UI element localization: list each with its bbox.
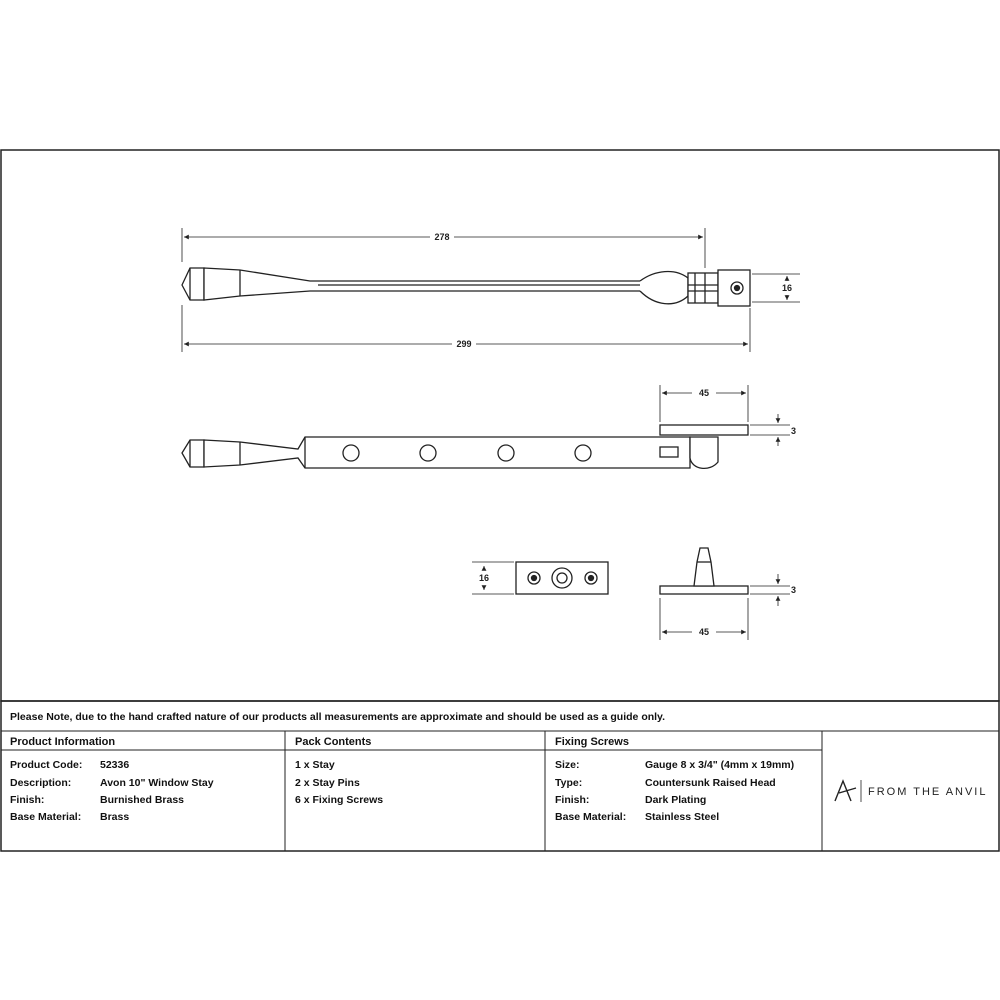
info-table-grid [1,731,999,851]
screw-finish-label: Finish: [555,794,590,806]
stay-top-view [182,268,750,306]
product-code-label: Product Code: [10,759,83,771]
measurement-note: Please Note, due to the hand crafted nature of our products all measurements are approximate and should be used as a guide only. [10,711,666,723]
base-material-value: Brass [100,811,130,823]
screw-size-label: Size: [555,759,580,771]
dim-pin-45-label: 45 [698,627,710,637]
screw-type-value: Countersunk Raised Head [645,777,776,789]
dim-3-label: 3 [791,426,797,436]
screw-material-label: Base Material: [555,811,627,823]
screw-material-value: Stainless Steel [645,811,720,823]
stay-side-view [182,425,748,468]
finish-value: Burnished Brass [100,794,185,806]
finish-label: Finish: [10,794,45,806]
pin-side-view [660,548,748,594]
dim-278-label: 278 [434,232,450,242]
dim-45-label: 45 [698,388,710,398]
dim-299-label: 299 [456,339,472,349]
product-code-value: 52336 [100,759,130,771]
pack-item: 2 x Stay Pins [295,777,360,789]
pin-plate-front-view [516,562,608,594]
brand-name: FROM THE ANVIL [868,786,988,798]
product-info-heading: Product Information [10,736,116,748]
dim-pin-16-label: 16 [478,573,490,583]
description-value: Avon 10" Window Stay [100,777,214,789]
screw-finish-value: Dark Plating [645,794,707,806]
pack-contents-heading: Pack Contents [295,736,372,748]
dimension-lines-pin-side [660,574,790,640]
drawing-frame [1,150,999,701]
pack-item: 6 x Fixing Screws [295,794,384,806]
pack-item: 1 x Stay [295,759,335,771]
description-label: Description: [10,777,72,789]
dim-pin-3-label: 3 [791,585,797,595]
anvil-logo-icon [835,781,856,801]
screw-type-label: Type: [555,777,583,789]
dim-16-label: 16 [781,283,793,293]
info-frame [1,701,999,851]
fixing-screws-heading: Fixing Screws [555,736,629,748]
base-material-label: Base Material: [10,811,82,823]
screw-size-value: Gauge 8 x 3/4" (4mm x 19mm) [645,759,795,771]
